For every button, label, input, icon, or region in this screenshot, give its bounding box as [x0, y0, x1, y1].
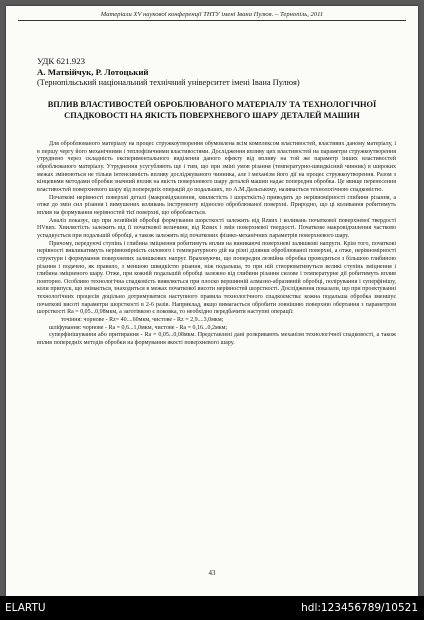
page-number: 43	[208, 569, 216, 577]
udc-code: УДК 621.923	[37, 56, 85, 66]
document-page	[6, 6, 418, 596]
paragraph: Аналіз показує, що при лезвійній обробці формування шорсткості залежить від Rzвих і коливань початкової поверхневої твердості HVвих. Хвилястість залежить від її початкової величини, від Rzвих і змін поверхневої твердості. Початкове макровідхилення частково успадкується при подальшій обробці, а також залежить від початкових фізико-механічних параметрів поверхневого шару.	[37, 217, 396, 239]
operation-item: точіння: чорнове - Rz= 40....60мкм, чистове - Rz = 2,9....3,0мкм;	[61, 317, 224, 324]
paper-body	[37, 141, 396, 348]
paragraph: Початкові нерівності поверхні деталі (макровідхилення, хвилястість і шорсткість) приводять до нерівномірності глибини різання, а отже до змін сил різання і вимушених коливань інструменту відносно оброблюваної поверхні. Природно, що ці коливання робитимуть вплив на формування нерівностей тієї поверхні, що обробляється.	[37, 194, 396, 216]
paper-title: ВПЛИВ ВЛАСТИВОСТЕЙ ОБРОБЛЮВАНОГО МАТЕРІАЛУ ТА ТЕХНОЛОГІЧНОЇ СПАДКОВОСТІ НА ЯКІСТЬ ПОВЕРХНЕВОГО ШАРУ ДЕТАЛЕЙ МАШИН	[47, 100, 377, 120]
running-header: Матеріали XV наукової конференції ТНТУ імені Івана Пулюя. – Тернопіль, 2011	[18, 11, 406, 21]
affiliation: (Тернопільський національний технічний університет імені Івана Пулюя)	[37, 78, 300, 87]
paragraph: Причому, передуючі ступінь і глибина зміцнення робитимуть вплив на виникаючі поверхневі залишкові напруги. Крім того, початкові нерівності викликатимуть нерівномірність силового і температурного дій на різні ділянки оброблюваної поверхні, а отже, нерівномірності структури і формування поверхневих залишкових напруг. Враховуючи, що попередня лезвійна обробка проводиться з більшою глибиною різання і подачею, як правило, з меншою швидкістю різання, ніж подальша, то при ній створюватимуться великі ступінь зміцнення і глибина зміцненого шару. Отже, при кожній подальшій обробці залежно від глибини різання силове і температурне дії робитимуть вплив повторно. Особливо технологічна спадковість виявляється при плоско вершинній алмазно-абразивній обробці, полірування і суперфінішу, коли припуск, що знімається, знаходиться в межах початкової висоти нерівностей шорсткості. Дослідження показали, що при проектуванні технологічних процесів доцільно дотримуватися наступного правила технологічного спадкоємства: кожна подальша обробка зменшує початкові висоті параметри шорсткості в 2-6 разів. Наприклад, якщо вимагається обробити зовнішню поверхню обертання з параметром шорсткості Ra = 0,05...0,08мкм, а заготівкою є поковка, то необхідно передбачити наступні операції:	[37, 240, 396, 316]
authors: А. Матвійчук, Р. Лотоцький	[37, 67, 149, 77]
paragraph: Для оброблюваного матеріалу на процес стружкоутворення обумовлена всім комплексом властивостей, властивих даному матеріалу, і в першу чергу його механічними і теплофізичними властивостями. Дослідження впливу цих властивостей на параметри стружкоутворення утруднено через складність експериментального виділення даного ефекту від впливу на той же параметр інших властивостей оброблюваного матеріалу. Утруднення усугубляють ще і тим, що при зміні умов різання (температурно-швидкісний чинник) в широких межах змінюються не тільки інтенсивність впливу досліджуваного чинника, але і механізм його дії на процес стружкоутворення. Разом з кінцевими методами обробки значний вплив на якість поверхневого шару деталей машин надає попередня обробка. Це явище перенесення властивостей поверхневого шару від попередніх операцій до подальших, по А.М.Дальському, називається технологічною спадковістю.	[37, 141, 396, 193]
viewer-footer-bar	[0, 596, 424, 620]
operation-item: суперфінішування або притирання - Ra = 0,05...0,08мкм. Представлені дані розкривають механізм технологічної спадковості, а також вплив попередніх методів обробки на формування якості поверхневого шару.	[37, 332, 396, 347]
repository-label: ELARTU	[5, 602, 46, 614]
operation-item: шліфування: чорнове - Ra = 0,6...1,0мкм, чистове - Ra = 0,16...0,2мкм;	[49, 324, 228, 331]
handle-id: hdl:123456789/10521	[301, 602, 418, 614]
